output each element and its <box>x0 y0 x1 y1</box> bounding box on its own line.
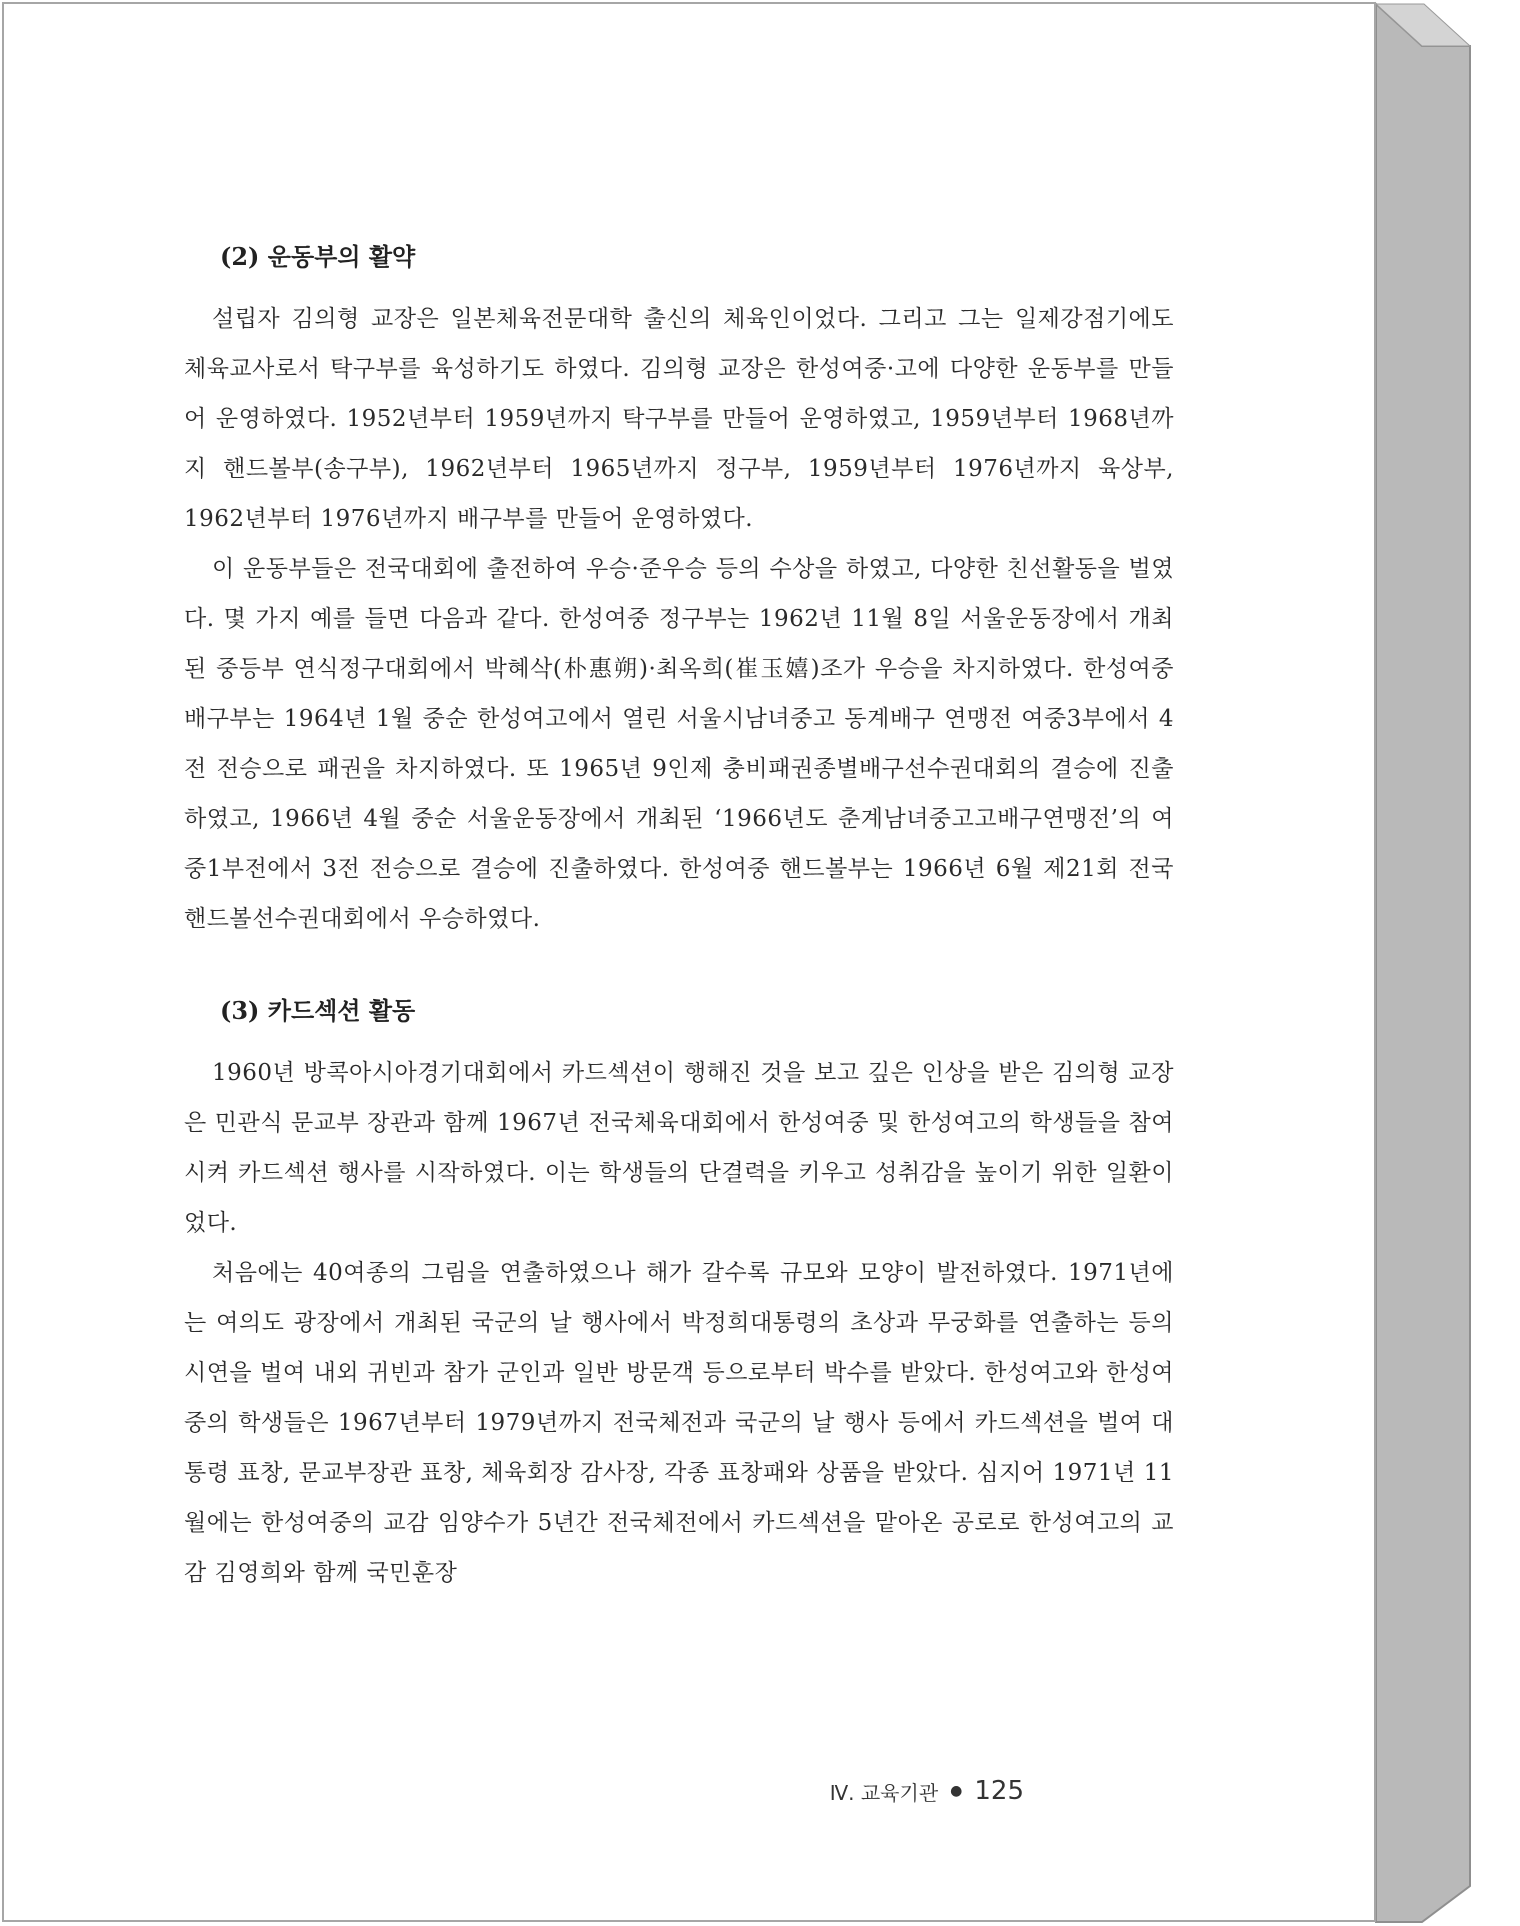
chapter-label: Ⅳ. 교육기관 <box>829 1780 939 1805</box>
section-2-heading: (2) 운동부의 활약 <box>220 242 416 271</box>
page-number: 125 <box>974 1776 1024 1806</box>
section-2-paragraph-2: 이 운동부들은 전국대회에 출전하여 우승·준우승 등의 수상을 하였고, 다양한 친선활동을 벌였다. 몇 가지 예를 들면 다음과 같다. 한성여중 정구부는 1962년 11월 8일 서울운동장에서 개최된 중등부 연식정구대회에서 박혜삭(朴惠朔)·최옥희(崔玉嬉)조가 우승을 차지하였다. 한성여중 배구부는 1964년 1월 중순 한성여고에서 열린 서울시남녀중고 동계배구 연맹전 여중3부에서 4전 전승으로 패권을 차지하였다. 또 1965년 9인제 충비패권종별배구선수권대회의 결승에 진출하였고, 1966년 4월 중순 서울운동장에서 개최된 ‘1966년도 춘계남녀중고고배구연맹전’의 여중1부전에서 3전 전승으로 결승에 진출하였다. 한성여중 핸드볼부는 1966년 6월 제21회 전국핸드볼선수권대회에서 우승하였다. <box>184 556 1174 932</box>
page-content <box>184 240 1174 1598</box>
section-2-paragraph-1: 설립자 김의형 교장은 일본체육전문대학 출신의 체육인이었다. 그리고 그는 일제강점기에도 체육교사로서 탁구부를 육성하기도 하였다. 김의형 교장은 한성여중·고에 다양한 운동부를 만들어 운영하였다. 1952년부터 1959년까지 탁구부를 만들어 운영하였고, 1959년부터 1968년까지 핸드볼부(송구부), 1962년부터 1965년까지 정구부, 1959년부터 1976년까지 육상부, 1962년부터 1976년까지 배구부를 만들어 운영하였다. <box>184 306 1174 532</box>
page-footer <box>830 1776 1024 1806</box>
section-3-heading: (3) 카드섹션 활동 <box>220 996 416 1025</box>
section-3-paragraph-2: 처음에는 40여종의 그림을 연출하였으나 해가 갈수록 규모와 모양이 발전하였다. 1971년에는 여의도 광장에서 개최된 국군의 날 행사에서 박정희대통령의 초상과 무궁화를 연출하는 등의 시연을 벌여 내외 귀빈과 참가 군인과 일반 방문객 등으로부터 박수를 받았다. 한성여고와 한성여중의 학생들은 1967년부터 1979년까지 전국체전과 국군의 날 행사 등에서 카드섹션을 벌여 대통령 표창, 문교부장관 표창, 체육회장 감사장, 각종 표창패와 상품을 받았다. 심지어 1971년 11월에는 한성여중의 교감 임양수가 5년간 전국체전에서 카드섹션을 맡아온 공로로 한성여고의 교감 김영희와 함께 국민훈장 <box>184 1260 1174 1586</box>
footer-bullet: ● <box>950 1783 963 1799</box>
section-3-paragraph-1: 1960년 방콕아시아경기대회에서 카드섹션이 행해진 것을 보고 깊은 인상을 받은 김의형 교장은 민관식 문교부 장관과 함께 1967년 전국체육대회에서 한성여중 및 한성여고의 학생들을 참여시켜 카드섹션 행사를 시작하였다. 이는 학생들의 단결력을 키우고 성취감을 높이기 위한 일환이었다. <box>184 1060 1174 1236</box>
book-page <box>2 2 1376 1922</box>
